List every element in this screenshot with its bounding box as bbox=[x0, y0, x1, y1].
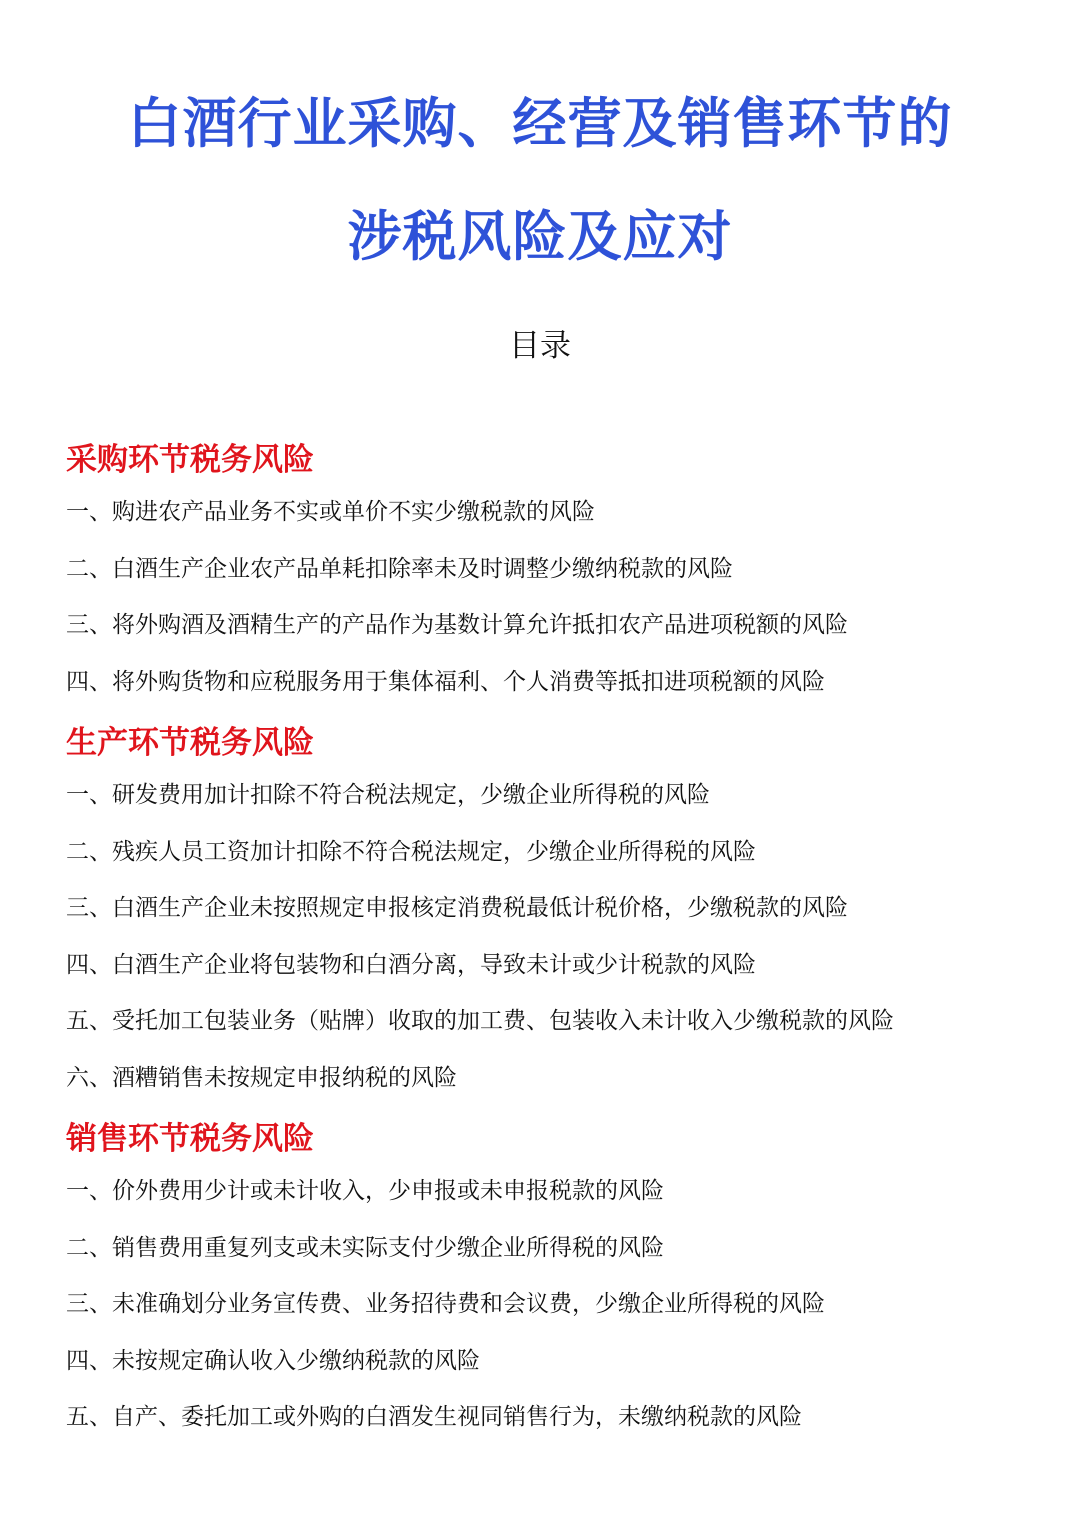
table-of-contents-heading: 目录 bbox=[509, 328, 571, 364]
section-title-procurement: 采购环节税务风险 bbox=[66, 442, 314, 478]
toc-item: 一、价外费用少计或未计收入，少申报或未申报税款的风险 bbox=[66, 1178, 664, 1204]
toc-item: 四、将外购货物和应税服务用于集体福利、个人消费等抵扣进项税额的风险 bbox=[66, 668, 825, 695]
toc-item: 五、受托加工包装业务（贴牌）收取的加工费、包装收入未计收入少缴税款的风险 bbox=[66, 1008, 894, 1034]
toc-list-sales bbox=[66, 1163, 1046, 1446]
toc-item: 五、自产、委托加工或外购的白酒发生视同销售行为，未缴纳税款的风险 bbox=[66, 1404, 802, 1430]
toc-item: 六、酒糟销售未按规定申报纳税的风险 bbox=[66, 1064, 457, 1091]
document-title-line-1: 白酒行业采购、经营及销售环节的 bbox=[127, 92, 953, 155]
section-title-sales: 销售环节税务风险 bbox=[66, 1121, 314, 1157]
toc-list-production bbox=[66, 767, 1046, 1106]
toc-item: 二、销售费用重复列支或未实际支付少缴企业所得税的风险 bbox=[66, 1234, 664, 1261]
toc-item: 一、研发费用加计扣除不符合税法规定，少缴企业所得税的风险 bbox=[66, 782, 710, 808]
section-sales bbox=[66, 1117, 1046, 1446]
toc-item: 三、未准确划分业务宣传费、业务招待费和会议费，少缴企业所得税的风险 bbox=[66, 1291, 825, 1317]
toc-list-procurement bbox=[66, 484, 1046, 710]
toc-item: 一、购进农产品业务不实或单价不实少缴税款的风险 bbox=[66, 499, 595, 525]
toc-item: 四、未按规定确认收入少缴纳税款的风险 bbox=[66, 1347, 480, 1374]
toc-item: 三、白酒生产企业未按照规定申报核定消费税最低计税价格，少缴税款的风险 bbox=[66, 895, 848, 921]
toc-item: 二、残疾人员工资加计扣除不符合税法规定，少缴企业所得税的风险 bbox=[66, 838, 756, 865]
toc-item: 二、白酒生产企业农产品单耗扣除率未及时调整少缴纳税款的风险 bbox=[66, 555, 733, 582]
section-title-production: 生产环节税务风险 bbox=[66, 725, 314, 761]
toc-item: 四、白酒生产企业将包装物和白酒分离，导致未计或少计税款的风险 bbox=[66, 951, 756, 978]
section-procurement bbox=[66, 438, 1046, 710]
document-title-line-2: 涉税风险及应对 bbox=[347, 205, 733, 268]
toc-item: 三、将外购酒及酒精生产的产品作为基数计算允许抵扣农产品进项税额的风险 bbox=[66, 612, 848, 638]
section-production bbox=[66, 721, 1046, 1106]
